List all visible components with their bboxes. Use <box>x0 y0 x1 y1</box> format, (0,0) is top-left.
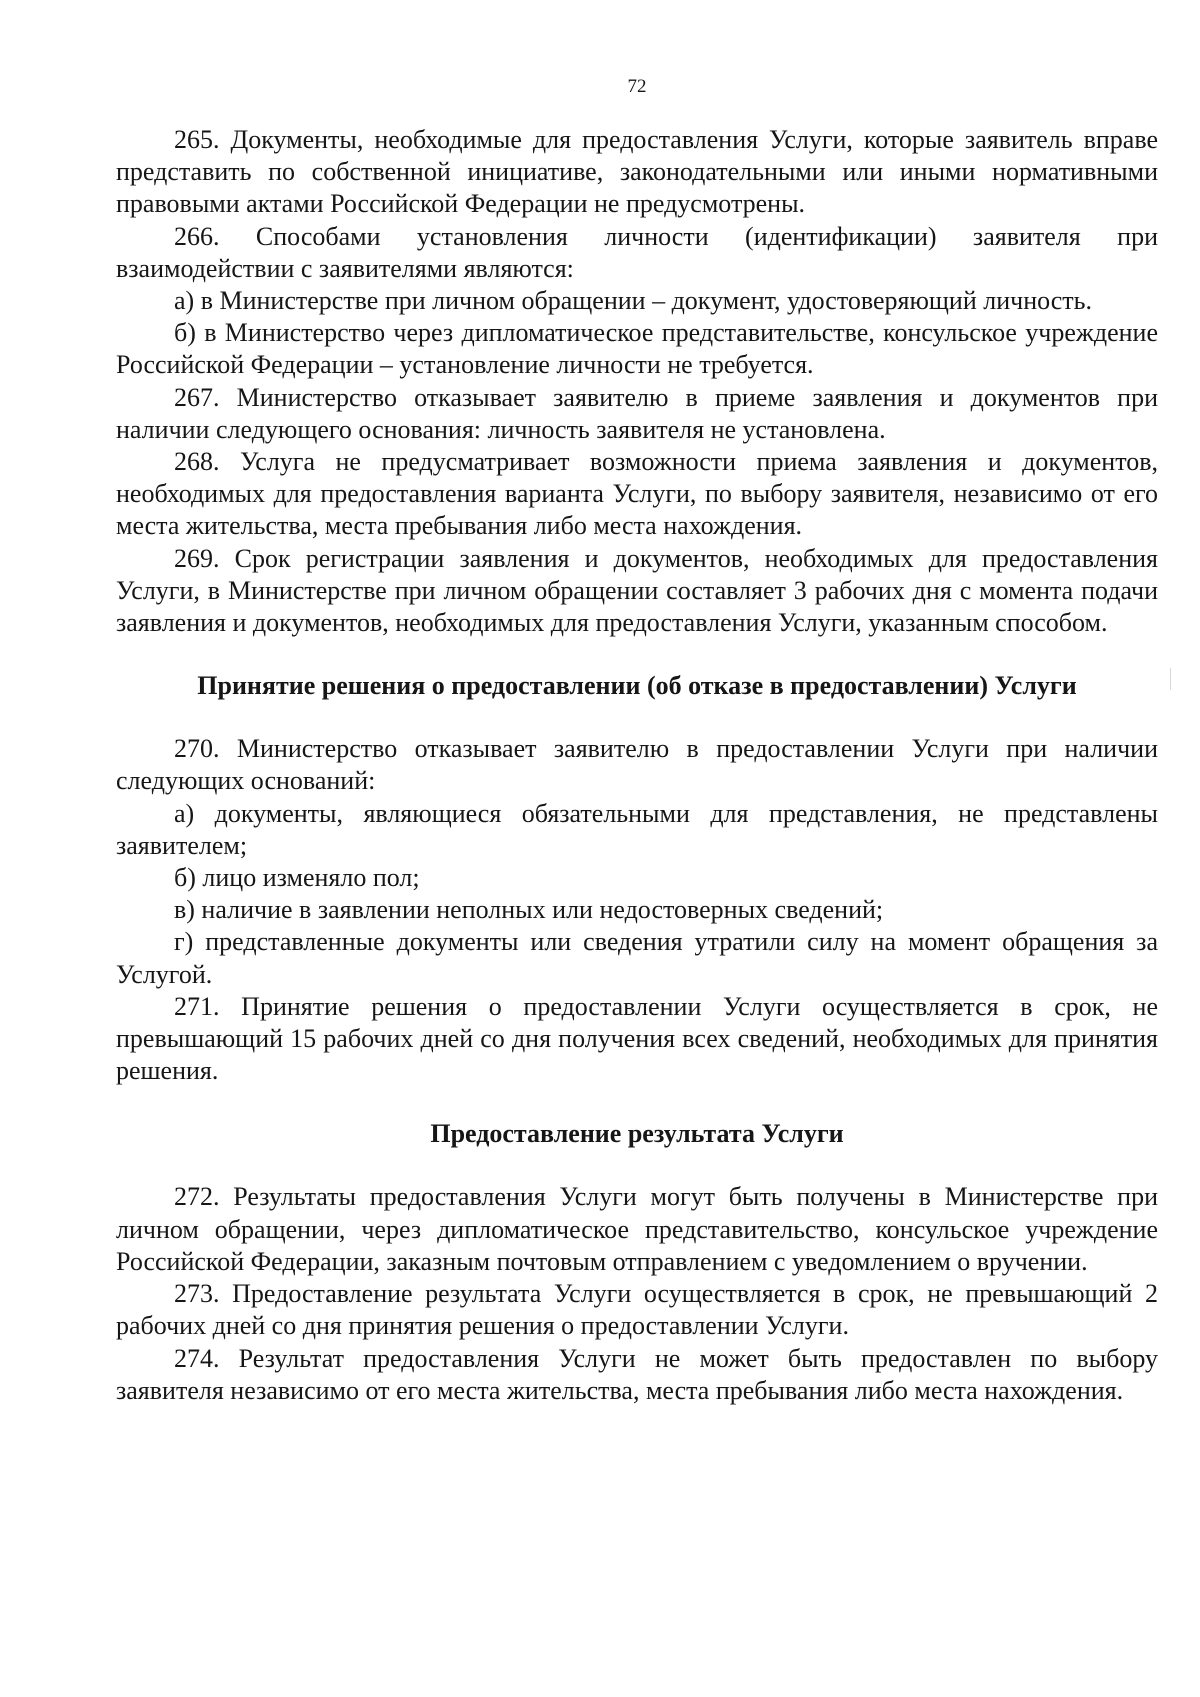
paragraph-266-a: а) в Министерстве при личном обращении – документ, удостоверяющий личность. <box>174 286 1093 316</box>
paragraph-270-b: б) лицо изменяло пол; <box>174 863 420 893</box>
paragraph-271: 271. Принятие решения о предоставлении Услуги осуществляется в срок, не превышающий 15 рабочих дней со дня получения всех сведений, необходимых для принятия решения. <box>116 991 1158 1086</box>
section-heading-decision: Принятие решения о предоставлении (об отказе в предоставлении) Услуги <box>197 671 1077 701</box>
section-heading-result: Предоставление результата Услуги <box>430 1119 844 1149</box>
paragraph-274: 274. Результат предоставления Услуги не может быть предоставлен по выбору заявителя независимо от его места жительства, места пребывания либо места нахождения. <box>116 1343 1158 1405</box>
paragraph-273: 273. Предоставление результата Услуги осуществляется в срок, не превышающий 2 рабочих дней со дня принятия решения о предоставлении Услуги. <box>116 1279 1158 1341</box>
scan-artifact <box>1170 668 1171 690</box>
paragraph-270-a: а) документы, являющиеся обязательными для представления, не представлены заявителем; <box>116 798 1158 860</box>
page-number: 72 <box>627 76 647 97</box>
paragraph-270-v: в) наличие в заявлении неполных или недостоверных сведений; <box>174 895 884 925</box>
paragraph-265: 265. Документы, необходимые для предоставления Услуги, которые заявитель вправе представить по собственной инициативе, законодательными или иными нормативными правовыми актами Российской Федерации не предусмотрены. <box>116 125 1158 219</box>
paragraph-270-g: г) представленные документы или сведения утратили силу на момент обращения за Услугой. <box>116 927 1158 989</box>
paragraph-267: 267. Министерство отказывает заявителю в приеме заявления и документов при наличии следующего основания: личность заявителя не установлена. <box>116 382 1158 444</box>
paragraph-268: 268. Услуга не предусматривает возможности приема заявления и документов, необходимых для предоставления варианта Услуги, по выбору заявителя, независимо от его места жительства, места пребывания либо места нахождения. <box>116 447 1158 541</box>
paragraph-266-b: б) в Министерство через дипломатическое представительстве, консульское учреждение Российской Федерации – установление личности не требуется. <box>116 318 1158 380</box>
paragraph-269: 269. Срок регистрации заявления и документов, необходимых для предоставления Услуги, в Министерстве при личном обращении составляет 3 рабочих дня с момента подачи заявления и документов, необходимых для предоставления Услуги, указанным способом. <box>116 543 1158 638</box>
paragraph-266: 266. Способами установления личности (идентификации) заявителя при взаимодействии с заявителями являются: <box>116 221 1158 283</box>
paragraph-270: 270. Министерство отказывает заявителю в предоставлении Услуги при наличии следующих оснований: <box>116 734 1158 796</box>
document-body <box>116 124 1158 1407</box>
paragraph-272: 272. Результаты предоставления Услуги могут быть получены в Министерстве при личном обращении, через дипломатическое представительство, консульское учреждение Российской Федерации, заказным почтовым отправлением с уведомлением о вручении. <box>116 1182 1158 1276</box>
